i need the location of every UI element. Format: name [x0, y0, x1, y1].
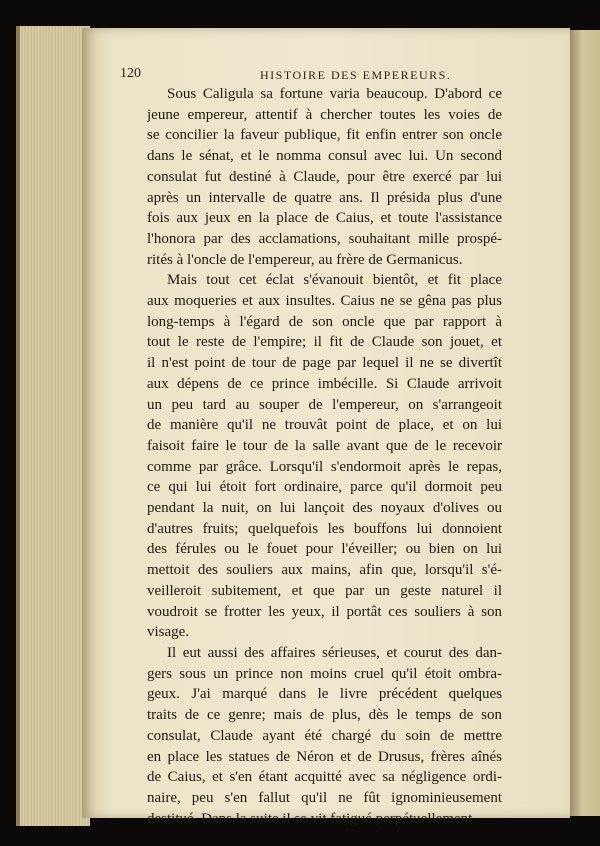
text-line: pendant la nuit, on lui lançoit des noyaux d'olives ou: [147, 500, 502, 517]
text-line: ce qui lui étoit fort ordinaire, parce qu'il dormoit peu: [147, 479, 502, 496]
text-line: de manière qu'il ne trouvât point de place, et on lui: [147, 417, 502, 434]
text-line: veilleroit subitement, et que par un geste naturel il: [147, 582, 502, 599]
facing-page-edge: [570, 30, 600, 816]
text-line: l'honora par des acclamations, souhaitant mille prospé-: [147, 230, 502, 247]
page-number: 120: [120, 66, 141, 81]
book-page-edges: [16, 26, 90, 826]
text-line: naire, peu s'en fallut qu'il ne fût ignominieusement: [147, 789, 502, 806]
text-line: en place les statues de Néron et de Drusus, frères aînés: [147, 748, 502, 765]
paragraph-2: [147, 270, 502, 643]
text-line: voudroit se frotter les yeux, il portât ces souliers à son: [147, 603, 502, 620]
text-line: mettoit des souliers aux mains, afin que, lorsqu'il s'é-: [147, 562, 502, 579]
text-line: des férules ou le fouet pour l'éveiller; ou bien on lui: [147, 541, 502, 558]
text-line: comme par grâce. Lorsqu'il s'endormoit après le repas,: [147, 458, 502, 475]
text-line: rités à l'oncle de l'empereur, au frère de Germanicus.: [147, 251, 463, 268]
text-line: de Caius, et s'en étant acquitté avec sa négligence ordi-: [147, 769, 502, 786]
text-line: geux. J'ai marqué dans le livre précédent quelques: [147, 686, 502, 703]
paragraph-1: [147, 84, 502, 270]
text-line: aux dépens de ce prince imbécille. Si Claude arrivoit: [147, 375, 502, 392]
text-line: jeune empereur, attentif à chercher toutes les voies de: [147, 106, 502, 123]
text-body: [147, 84, 502, 829]
text-line: consulat fut destiné à Claude, pour être exercé par lui: [147, 168, 502, 185]
text-line: un peu tard au souper de l'empereur, on s'arrangeoit: [147, 396, 502, 413]
text-line: il n'est point de tour de page par lequel il ne se divertît: [147, 355, 502, 372]
text-line: gers sous un prince non moins cruel qu'il étoit ombra-: [147, 665, 502, 682]
running-title: HISTOIRE DES EMPEREURS.: [260, 68, 452, 82]
paragraph-3: [147, 643, 502, 829]
text-line: traits de ce genre; mais de plus, dès le temps de son: [147, 707, 502, 724]
text-line: se concilier la faveur publique, fit enfin entrer son oncle: [147, 127, 502, 144]
running-head: [120, 66, 500, 84]
text-line: aux moqueries et aux insultes. Caius ne se gêna pas plus: [147, 293, 502, 310]
text-line: Il eut aussi des affaires sérieuses, et courut des dan-: [167, 644, 502, 661]
text-line: Mais tout cet éclat s'évanouit bientôt, et fit place: [167, 272, 502, 289]
text-line: tout le reste de l'empire; il fit de Claude son jouet, et: [147, 334, 502, 351]
text-line: consulat, Claude ayant été chargé du soin de mettre: [147, 727, 502, 744]
text-line: destitué. Dans la suite il se vit fatigué perpétuellement: [147, 810, 473, 827]
text-line: fois aux jeux en la place de Caius, et toute l'assistance: [147, 210, 502, 227]
text-line: long-temps à l'égard de son oncle que par rapport à: [147, 313, 502, 330]
text-line: après un intervalle de quatre ans. Il présida plus d'une: [147, 189, 502, 206]
text-line: d'autres fruits; quelquefois les bouffons lui donnoient: [147, 520, 502, 537]
text-line: Sous Caligula sa fortune varia beaucoup. D'abord ce: [167, 86, 502, 102]
text-line: dans le sénat, et le nomma consul avec lui. Un second: [147, 148, 502, 165]
text-line: faisoit faire le tour de la salle avant que de le recevoir: [147, 437, 502, 454]
text-line: visage.: [147, 624, 190, 641]
